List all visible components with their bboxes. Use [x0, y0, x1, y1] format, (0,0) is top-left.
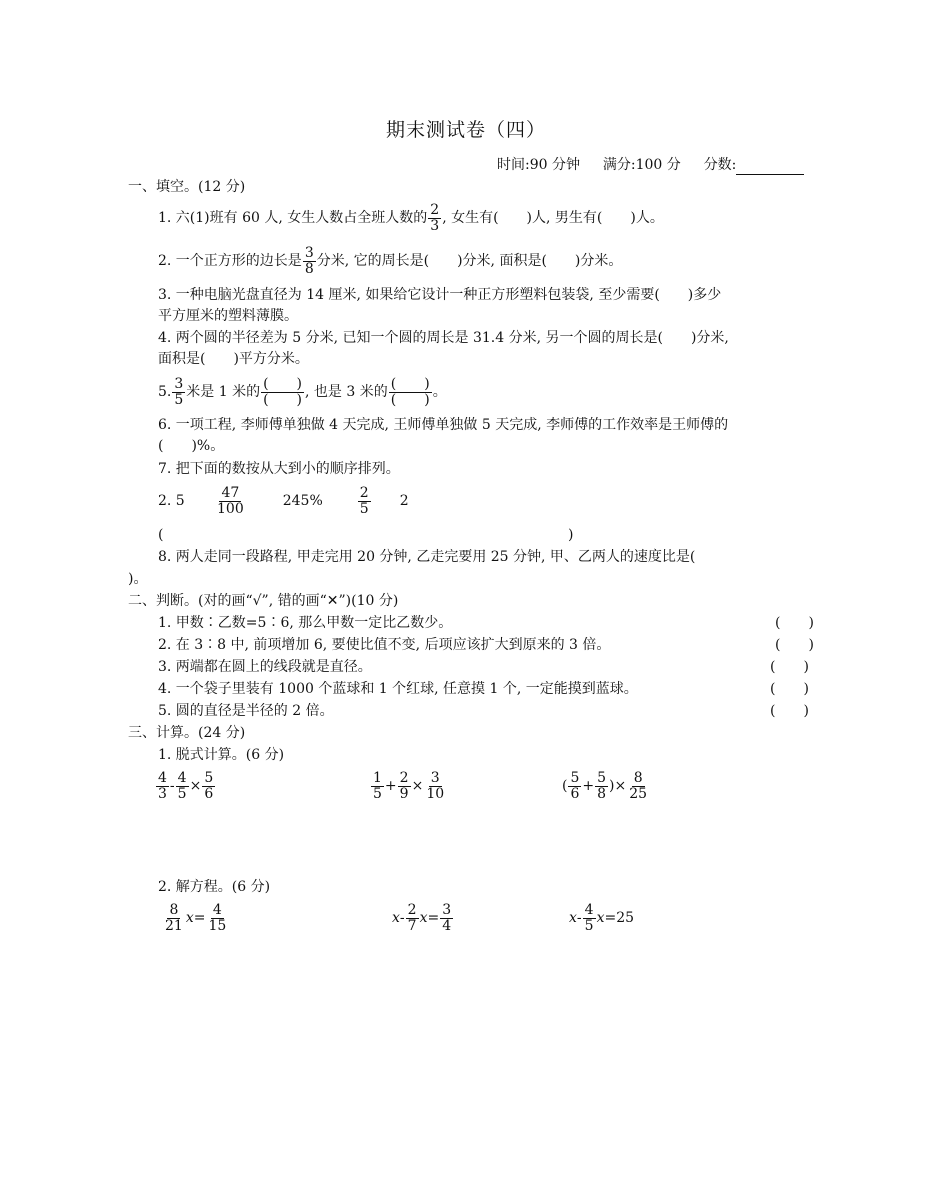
number-item: 2: [399, 492, 409, 509]
exam-header-info: [497, 156, 804, 175]
fraction: $\frac{8}{25}$: [629, 769, 648, 802]
expression-1: [155, 766, 216, 806]
equation-1: [162, 898, 229, 938]
answer-paren-left: (: [158, 527, 164, 543]
judge-item: 5. 圆的直径是半径的 2 倍。: [158, 703, 334, 719]
fill-question-3-line-1: 3. 一种电脑光盘直径为 14 厘米, 如果给它设计一种正方形塑料包装袋, 至少需要( )多少: [158, 287, 722, 303]
question-text: 米是 1 米的: [186, 383, 261, 400]
judge-item: 3. 两端都在圆上的线段就是直径。: [158, 659, 372, 675]
number-item: 245%: [282, 492, 323, 509]
variable: x: [596, 909, 605, 926]
question-text: 。: [432, 383, 447, 400]
fill-question-4-line-2: 面积是( )平方分米。: [158, 351, 309, 367]
variable: x: [419, 909, 428, 926]
fill-question-7: 7. 把下面的数按从大到小的顺序排列。: [158, 461, 400, 477]
operator: -: [576, 909, 582, 926]
fraction: $\frac{3}{5}$: [174, 375, 184, 408]
fraction: $\frac{4}{5}$: [584, 901, 594, 934]
variable: x: [392, 909, 400, 926]
page-title: 期末测试卷（四）: [386, 119, 547, 141]
answer-fraction-blank[interactable]: $\frac{( )}{( )}$: [390, 375, 430, 408]
paren: ): [609, 777, 615, 794]
paren: (: [562, 777, 568, 794]
variable: x: [569, 909, 577, 926]
equation-3: [569, 898, 634, 938]
question-text: , 女生有( )人, 男生有( )人。: [442, 209, 664, 226]
fraction: $\frac{3}{4}$: [442, 901, 452, 934]
operator: +: [582, 777, 595, 794]
fraction: $\frac{2}{5}$: [359, 484, 369, 517]
fill-question-8-line-1: 8. 两人走同一段路程, 甲走完用 20 分钟, 乙走完要用 25 分钟, 甲、乙两人的速度比是(: [158, 549, 696, 565]
variable: x: [185, 909, 194, 926]
question-text: 2. 一个正方形的边长是: [158, 252, 302, 269]
score-label: 分数:: [703, 157, 737, 173]
fraction: $\frac{3}{8}$: [304, 244, 314, 277]
time-limit: 时间:90 分钟: [497, 157, 580, 173]
fill-question-6-line-1: 6. 一项工程, 李师傅单独做 4 天完成, 王师傅单独做 5 天完成, 李师傅的工作效率是王师傅的: [158, 417, 729, 433]
operator: -: [169, 777, 175, 794]
fraction: $\frac{47}{100}$: [217, 484, 244, 517]
answer-paren-right: ): [568, 527, 574, 543]
fill-question-4-line-1: 4. 两个圆的半径差为 5 分米, 已知一个圆的周长是 31.4 分米, 另一个圆的周长是( )分米,: [158, 330, 729, 346]
expression-3: [562, 766, 650, 806]
question-text: 分米, 它的周长是( )分米, 面积是( )分米。: [316, 252, 623, 269]
section-calc-heading: 三、计算。(24 分): [128, 725, 246, 741]
operator: +: [384, 777, 397, 794]
number-item: 2. 5: [158, 492, 185, 509]
section-fill-heading: 一、填空。(12 分): [128, 179, 246, 195]
fraction: $\frac{4}{5}$: [177, 769, 187, 802]
fill-question-5: [158, 373, 447, 411]
section-judge-heading: 二、判断。(对的画“√”, 错的画“✕”)(10 分): [128, 593, 399, 609]
operator: ×: [614, 777, 627, 794]
number-list: [158, 482, 409, 520]
judge-item: 4. 一个袋子里装有 1000 个蓝球和 1 个红球, 任意摸 1 个, 一定能摸到蓝球。: [158, 681, 638, 697]
fill-question-8-line-2: )。: [128, 571, 148, 587]
question-text: 1. 六(1)班有 60 人, 女生人数占全班人数的: [158, 209, 428, 226]
fill-question-3-line-2: 平方厘米的塑料薄膜。: [158, 308, 298, 324]
fraction: $\frac{1}{5}$: [373, 769, 382, 802]
answer-fraction-blank[interactable]: $\frac{( )}{( )}$: [263, 375, 303, 408]
fraction: $\frac{8}{21}$: [165, 901, 183, 934]
judge-item: 1. 甲数∶乙数=5∶6, 那么甲数一定比乙数少。: [158, 615, 453, 631]
fill-question-6-line-2: ( )%。: [158, 438, 225, 454]
judge-item: 2. 在 3∶8 中, 前项增加 6, 要使比值不变, 后项应该扩大到原来的 3 倍。: [158, 637, 611, 653]
judge-answer-paren[interactable]: ( ): [770, 681, 809, 697]
judge-answer-paren[interactable]: ( ): [770, 703, 809, 719]
question-number: 5.: [158, 383, 172, 400]
fill-question-2: [158, 243, 622, 279]
score-blank[interactable]: [736, 174, 804, 175]
judge-answer-paren[interactable]: ( ): [775, 637, 814, 653]
operator: =: [427, 909, 440, 926]
fraction: $\frac{2}{7}$: [407, 901, 417, 934]
fraction: $\frac{2}{9}$: [399, 769, 409, 802]
equation-rhs: =25: [604, 909, 635, 926]
operator: ×: [411, 777, 424, 794]
operator: -: [399, 909, 405, 926]
fraction: $\frac{3}{10}$: [426, 769, 445, 802]
calc-subheading-1: 1. 脱式计算。(6 分): [158, 747, 285, 763]
fraction: $\frac{4}{3}$: [158, 769, 167, 802]
judge-answer-paren[interactable]: ( ): [770, 659, 809, 675]
fraction: $\frac{5}{6}$: [570, 769, 580, 802]
equation-2: [392, 898, 454, 938]
fill-question-1: [158, 200, 664, 236]
full-score: 满分:100 分: [602, 157, 681, 173]
question-text: , 也是 3 米的: [305, 383, 388, 400]
expression-2: [370, 766, 447, 806]
fraction: $\frac{5}{6}$: [204, 769, 214, 802]
calc-subheading-2: 2. 解方程。(6 分): [158, 879, 271, 895]
fraction: $\frac{5}{8}$: [597, 769, 607, 802]
operator: ×: [189, 777, 202, 794]
judge-answer-paren[interactable]: ( ): [775, 615, 814, 631]
fraction: $\frac{4}{15}$: [208, 901, 227, 934]
fraction: $\frac{2}{3}$: [430, 201, 440, 234]
operator: =: [193, 909, 206, 926]
